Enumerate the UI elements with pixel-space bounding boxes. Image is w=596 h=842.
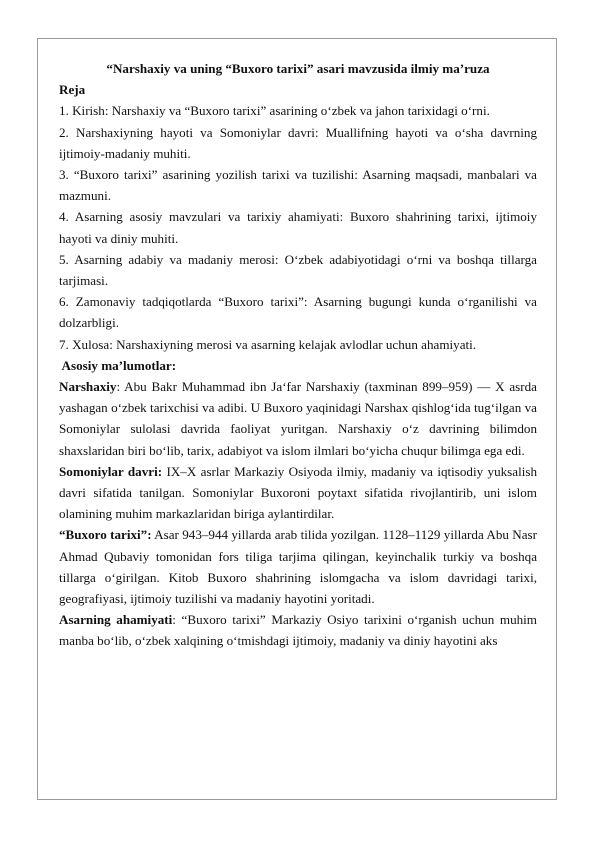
plan-item: 5. Asarning adabiy va madaniy merosi: O‘zbek adabiyotidagi o‘rni va boshqa tillarga tarjimasi.: [59, 251, 537, 289]
paragraph-text: : “Buxoro tarixi” Markaziy Osiyo tarixini o‘rganish uchun muhim manba bo‘lib, o‘zbek xalqining o‘tmishdagi ijtimoiy, madaniy va diniy hayotini aks: [59, 612, 537, 649]
paragraph-text: Asar 943–944 yillarda arab tilida yozilgan. 1128–1129 yillarda Abu Nasr Ahmad Qubaviy tomonidan fors tiliga tarjima qilingan, keyinchalik turkiy va boshqa tillarga o‘girilgan. Kitob Buxoro shahrining islomgacha va islom davridagi tarixi, geografiyasi, ijtimoiy tuzilishi va madaniy hayotini yoritadi.: [59, 527, 537, 607]
plan-list: [59, 100, 537, 354]
paragraph-text: : Abu Bakr Muhammad ibn Ja‘far Narshaxiy (taxminan 899–959) — X asrda yashagan o‘zbek tarixchisi va adibi. U Buxoro yaqinidagi Narshax qishlog‘ida tug‘ilgan va Somoniylar sulolasi davrida faoliyat yuritgan. Narshaxiy o‘z davrining bilimdon shaxslaridan biri bo‘lib, tarix, adabiyot va islom ilmlari bo‘yicha chuqur bilimga ega edi.: [59, 379, 537, 458]
document-title: “Narshaxiy va uning “Buxoro tarixi” asari mavzusida ilmiy ma’ruza: [106, 61, 490, 76]
paragraph-text: IX–X asrlar Markaziy Osiyoda ilmiy, madaniy va iqtisodiy yuksalish davri sifatida tanilgan. Somoniylar Buxoroni poytaxt sifatida rivojlantirib, uni islom olamining muhim markazlaridan biriga aylantirdilar.: [59, 463, 538, 522]
plan-item: 1. Kirish: Narshaxiy va “Buxoro tarixi” asarining o‘zbek va jahon tarixidagi o‘rni.: [59, 103, 490, 119]
plan-item: 7. Xulosa: Narshaxiyning merosi va asarning kelajak avlodlar uchun ahamiyati.: [59, 336, 477, 352]
paragraph-buxoro-tarixi: [59, 524, 537, 609]
term-label: Narshaxiy: [59, 379, 117, 395]
document-body: [59, 58, 537, 652]
term-label: Somoniylar davri:: [59, 463, 163, 479]
term-label: Asarning ahamiyati: [59, 612, 173, 628]
plan-item: 3. “Buxoro tarixi” asarining yozilish tarixi va tuzilishi: Asarning maqsadi, manbalari va mazmuni.: [59, 167, 537, 204]
term-label: “Buxoro tarixi”:: [59, 527, 152, 543]
plan-item: 6. Zamonaviy tadqiqotlarda “Buxoro tarixi”: Asarning bugungi kunda o‘rganilishi va dolzarbligi.: [59, 294, 537, 331]
materials-heading: Asosiy ma’lumotlar:: [59, 357, 177, 373]
paragraph-ahamiyati: [59, 609, 537, 651]
plan-item: 2. Narshaxiyning hayoti va Somoniylar davri: Muallifning hayoti va o‘sha davrning ijtimoiy-madaniy muhiti.: [59, 124, 537, 161]
paragraph-somoniylar: [59, 461, 537, 525]
plan-item: 4. Asarning asosiy mavzulari va tarixiy ahamiyati: Buxoro shahrining tarixi, ijtimoiy hayoti va diniy muhiti.: [59, 209, 537, 246]
plan-heading: Reja: [59, 82, 86, 98]
paragraph-narshaxiy: [59, 376, 537, 461]
